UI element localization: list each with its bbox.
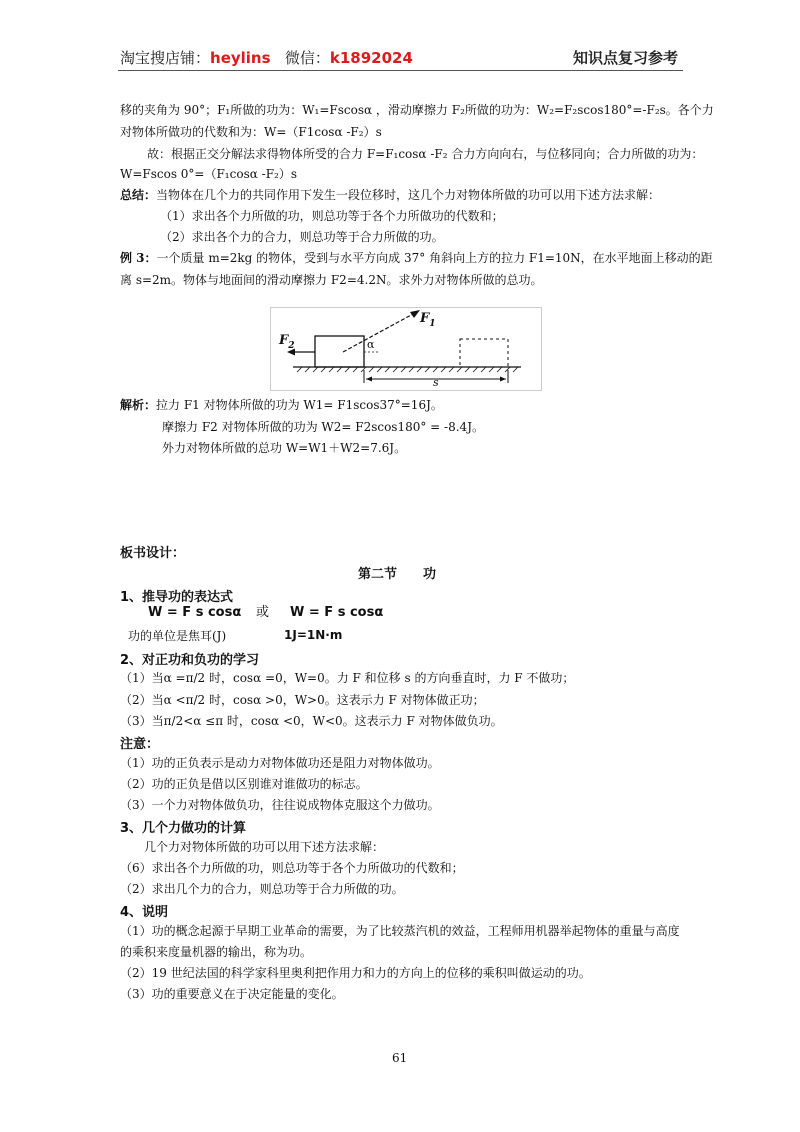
alpha-label: α xyxy=(367,338,375,351)
f2-label: $F_2$ xyxy=(279,333,295,351)
summary-item-1: （1）求出各个力所做的功，则总功等于各个力所做功的代数和； xyxy=(160,209,504,223)
summary-line xyxy=(120,187,660,203)
list-item: （1）功的概念起源于早期工业革命的需要，为了比较蒸汽机的效益，工程师用机器举起物体的重量与高度 xyxy=(120,924,680,938)
s-arrow-left-head xyxy=(366,377,372,382)
header-shop-name: heylins xyxy=(210,49,271,67)
note-heading: 注意： xyxy=(120,737,160,752)
physics-diagram-svg xyxy=(271,308,541,390)
f1-arrow-line xyxy=(343,314,413,352)
physics-diagram xyxy=(270,307,542,391)
formula-a: W = F s cosα xyxy=(148,605,242,620)
list-item: （1）功的正负表示是动力对物体做功还是阻力对物体做功。 xyxy=(120,756,440,770)
block-box xyxy=(315,336,364,367)
solution-step-3: 外力对物体所做的总功 W=W1＋W2=7.6J。 xyxy=(162,441,407,455)
heading-2: 2、对正功和负功的学习 xyxy=(120,653,260,668)
ground-hatch xyxy=(297,367,518,372)
heading-3: 3、几个力做功的计算 xyxy=(120,821,247,836)
solution-label: 解析： xyxy=(120,398,157,412)
solution-step-1: 拉力 F1 对物体所做的功为 W1= F1scos37°=16J。 xyxy=(156,398,443,412)
text-line: 故：根据正交分解法求得物体所受的合力 F=F₁cosα -F₂ 合力方向向右，与位移同向；合力所做的功为： xyxy=(147,147,704,161)
s-label: s xyxy=(433,376,439,389)
list-item: （2）19 世纪法国的科学家科里奥利把作用力和力的方向上的位移的乘积叫做运动的功。 xyxy=(120,966,591,980)
example-text: 一个质量 m=2kg 的物体，受到与水平方向成 37° 角斜向上方的拉力 F1=10N，在水平地面上移动的距 xyxy=(156,251,713,265)
header-divider xyxy=(118,70,683,71)
list-item: （3）当π/2<α ≤π 时，cosα <0，W<0。这表示力 F 对物体做负功。 xyxy=(120,714,503,728)
dashed-block-box xyxy=(460,339,508,367)
text-line: 对物体所做功的代数和为：W=（F1cosα -F₂）s xyxy=(120,125,382,139)
text-line: 移的夹角为 90°；F₁所做的功为：W₁=Fscosα ，滑动摩擦力 F₂所做的功为：W₂=F₂scos180°=-F₂s。各个力 xyxy=(120,103,714,117)
board-title: 板书设计： xyxy=(120,546,186,561)
example-line xyxy=(120,250,713,266)
unit-definition: 1J=1N·m xyxy=(284,628,343,642)
formula-or: 或 xyxy=(256,605,270,620)
list-item: （2）求出几个力的合力，则总功等于合力所做的功。 xyxy=(120,882,404,896)
summary-label: 总结： xyxy=(120,188,157,202)
list-item: （3）一个力对物体做负功，往往说成物体克服这个力做功。 xyxy=(120,798,440,812)
list-item: （3）功的重要意义在于决定能量的变化。 xyxy=(120,987,344,1001)
example-line-2: 离 s=2m。物体与地面间的滑动摩擦力 F2=4.2N。求外力对物体所做的总功。 xyxy=(120,273,543,287)
page-number: 61 xyxy=(392,1051,408,1065)
header-wechat-id: k1892024 xyxy=(329,49,413,67)
formula-b: W = F s cosα xyxy=(290,605,384,620)
example-label: 例 3： xyxy=(120,251,157,265)
section-title: 第二节 功 xyxy=(358,567,437,582)
list-item: （2）功的正负是借以区别谁对谁做功的标志。 xyxy=(120,777,368,791)
s-arrow-right-head xyxy=(500,377,506,382)
summary-text: 当物体在几个力的共同作用下发生一段位移时，这几个力对物体所做的功可以用下述方法求解： xyxy=(156,188,661,202)
list-item: （2）当α <π/2 时，cosα >0，W>0。这表示力 F 对物体做正功； xyxy=(120,693,485,707)
heading-1: 1、推导功的表达式 xyxy=(120,590,234,605)
f1-arrow-head xyxy=(410,310,420,318)
solution-line xyxy=(120,397,443,413)
f1-label: $F_1$ xyxy=(420,311,436,329)
summary-item-2: （2）求出各个力的合力，则总功等于合力所做的功。 xyxy=(160,230,444,244)
list-item: （6）求出各个力所做的功，则总功等于各个力所做功的代数和； xyxy=(120,861,464,875)
heading-4: 4、说明 xyxy=(120,905,169,920)
unit-text: 功的单位是焦耳(J) xyxy=(128,629,227,643)
solution-step-2: 摩擦力 F2 对物体所做的功为 W2= F2scos180° = -8.4J。 xyxy=(162,420,485,434)
text-line: W=Fscos 0°=（F₁cosα -F₂）s xyxy=(120,167,297,181)
calc-intro: 几个力对物体所做的功可以用下述方法求解： xyxy=(144,840,385,854)
header-title: 知识点复习参考 xyxy=(572,49,678,67)
header-shop-info xyxy=(120,47,413,68)
header-wechat-label: 微信： xyxy=(284,49,330,67)
list-item-continued: 的乘积来度量机器的输出，称为功。 xyxy=(120,945,313,959)
list-item: （1）当α =π/2 时，cosα =0，W=0。力 F 和位移 s 的方向垂直时，力 F 不做功； xyxy=(120,671,575,685)
header-prefix: 淘宝搜店铺： xyxy=(120,49,211,67)
